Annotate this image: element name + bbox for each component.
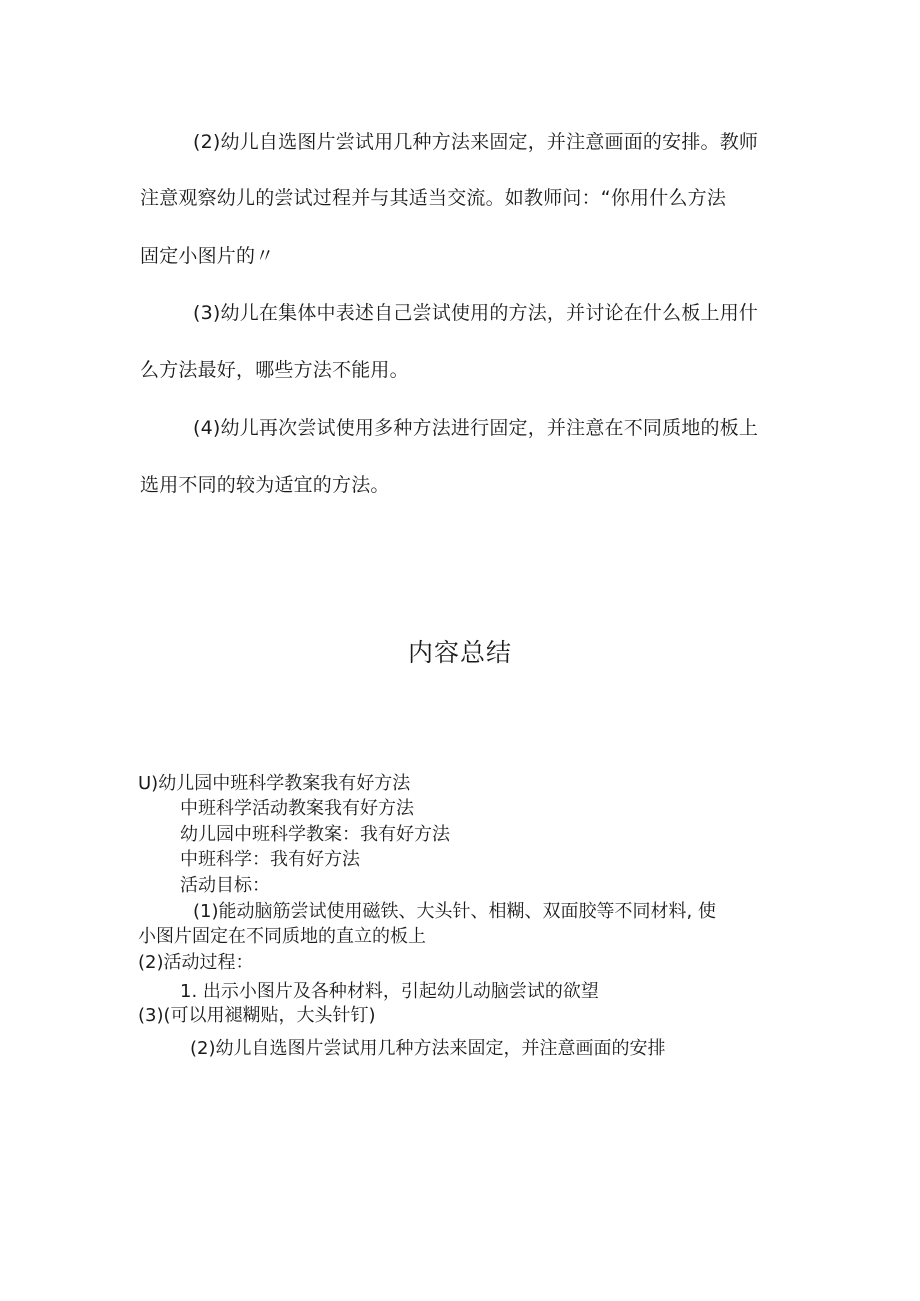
paragraph-2-line-1: (2)幼儿自选图片尝试用几种方法来固定，并注意画面的安排。教师 xyxy=(193,131,759,153)
summary-line-6: (1)能动脑筋尝试使用磁铁、大头针、相糊、双面胶等不同材料, 使 xyxy=(193,901,716,922)
summary-line-10: (3)(可以用褪糊贴，大头针钉) xyxy=(138,1005,376,1026)
summary-line-3: 幼儿园中班科学教案：我有好方法 xyxy=(180,824,450,845)
paragraph-2-line-3: 固定小图片的〃 xyxy=(140,245,275,267)
paragraph-3-line-2: 么方法最好，哪些方法不能用。 xyxy=(140,359,409,381)
summary-line-9: 1. 出示小图片及各种材料，引起幼儿动脑尝试的欲望 xyxy=(180,981,599,1002)
summary-line-11: (2)幼儿自选图片尝试用几种方法来固定，并注意画面的安排 xyxy=(190,1038,666,1059)
paragraph-4-line-2: 选用不同的较为适宜的方法。 xyxy=(140,474,390,496)
summary-line-4: 中班科学：我有好方法 xyxy=(180,849,360,870)
paragraph-4-line-1: (4)幼儿再次尝试使用多种方法进行固定，并注意在不同质地的板上 xyxy=(193,417,759,439)
paragraph-3-line-1: (3)幼儿在集体中表述自己尝试使用的方法，并讨论在什么板上用什 xyxy=(193,302,759,324)
summary-line-7: 小图片固定在不同质地的直立的板上 xyxy=(138,926,426,947)
summary-heading: 内容总结 xyxy=(407,638,512,667)
summary-line-5: 活动目标： xyxy=(180,875,270,896)
summary-line-8: (2)活动过程： xyxy=(138,952,254,973)
summary-line-2: 中班科学活动教案我有好方法 xyxy=(180,798,414,819)
summary-line-1: U)幼儿园中班科学教案我有好方法 xyxy=(138,773,411,794)
paragraph-2-line-2: 注意观察幼儿的尝试过程并与其适当交流。如教师问：“你用什么方法 xyxy=(140,187,727,209)
